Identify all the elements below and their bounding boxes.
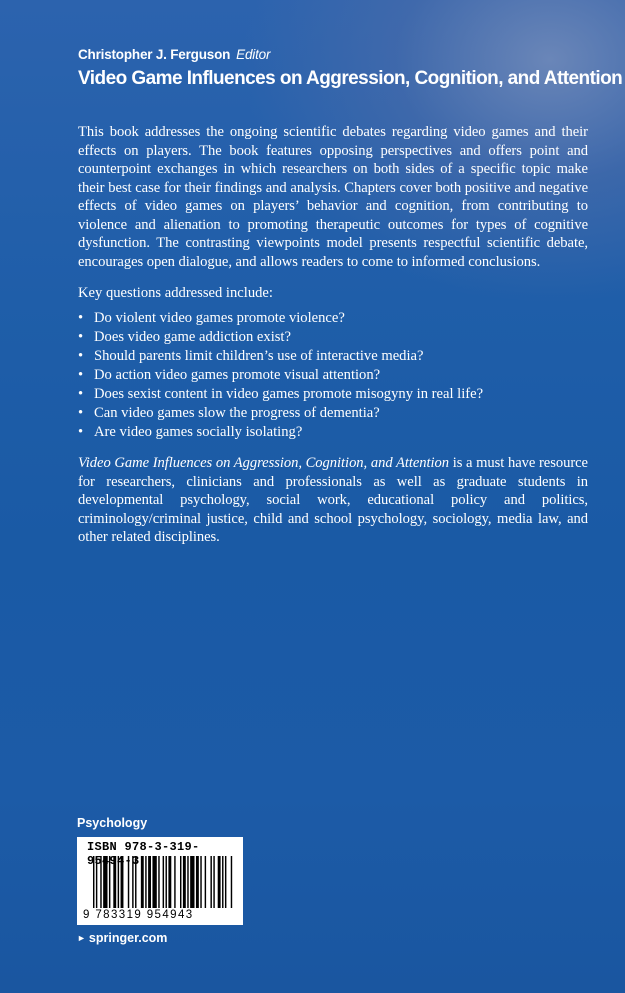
key-question-item	[78, 347, 588, 366]
editor-name: Christopher J. Ferguson	[78, 47, 231, 62]
editor-role: Editor	[236, 47, 271, 62]
key-questions-list	[78, 309, 588, 442]
bullet-icon: •	[78, 385, 84, 402]
editor-line	[78, 47, 270, 62]
book-title: Video Game Influences on Aggression, Cognition, and Attention	[78, 68, 623, 89]
key-question-item	[78, 385, 588, 404]
closing-text: is a must have resource for researchers, clinicians and professionals as well as graduate students in developmental psychology, social work, educational policy and politics, criminology/criminal justice, child and school psychology, sociology, media law, and other related disciplines.	[78, 455, 588, 545]
key-question-item	[78, 404, 588, 423]
bullet-icon: •	[78, 328, 84, 345]
key-question-text: Do action video games promote visual attention?	[94, 366, 381, 383]
key-question-item	[78, 328, 588, 347]
category-label: Psychology	[77, 816, 148, 830]
bullet-icon: •	[78, 366, 84, 383]
arrow-right-icon: ►	[77, 933, 86, 943]
key-question-text: Are video games socially isolating?	[94, 423, 303, 440]
key-question-text: Does sexist content in video games promote misogyny in real life?	[94, 385, 484, 402]
key-question-text: Can video games slow the progress of dementia?	[94, 404, 380, 421]
closing-book-title: Video Game Influences on Aggression, Cognition, and Attention	[78, 455, 450, 471]
key-question-text: Do violent video games promote violence?	[94, 309, 345, 326]
bullet-icon: •	[78, 347, 84, 364]
key-question-item	[78, 423, 588, 442]
key-question-text: Does video game addiction exist?	[94, 328, 291, 345]
closing-paragraph	[78, 454, 588, 547]
key-question-item	[78, 309, 588, 328]
publisher-link[interactable]	[77, 931, 167, 945]
isbn-label: ISBN 978-3-319-95494-3	[87, 840, 200, 868]
bullet-icon: •	[78, 404, 84, 421]
key-question-item	[78, 366, 588, 385]
bullet-icon: •	[78, 309, 84, 326]
isbn-barcode	[77, 837, 243, 925]
description-paragraph: This book addresses the ongoing scientific debates regarding video games and their effects on players. The book features opposing perspectives and offers point and counterpoint exchanges in which researchers on both sides of a specific topic make their best case for their findings and analysis. Chapters cover both positive and negative effects of video games on players’ behavior and cognition, from contributing to violence and alienation to promoting therapeutic outcomes for types of cognitive dysfunction. The contrasting viewpoints model presents respectful scientific debate, encourages open dialogue, and allows readers to come to informed conclusions.	[78, 124, 588, 270]
back-cover-text	[78, 123, 588, 547]
key-question-text: Should parents limit children’s use of interactive media?	[94, 347, 424, 364]
key-questions-intro: Key questions addressed include:	[78, 285, 273, 301]
barcode-digits: 9 783319 954943	[83, 909, 194, 921]
publisher-link-label: springer.com	[88, 931, 168, 945]
bullet-icon: •	[78, 423, 84, 440]
